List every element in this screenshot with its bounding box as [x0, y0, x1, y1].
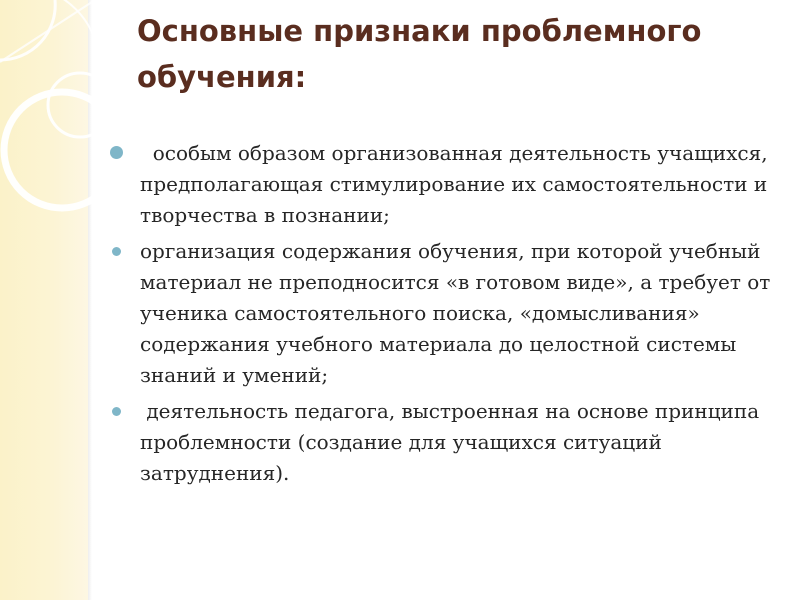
decorative-arc-top — [0, 0, 55, 60]
bullet-text: особым образом организованная деятельность учащихся, предполагающая стимулирование их самостоятельности и творчества в познании; — [140, 141, 774, 227]
decorative-line — [0, 0, 95, 62]
bullet-item — [110, 138, 800, 231]
bullet-item — [110, 396, 800, 489]
bullet-text: организация содержания обучения, при которой учебный материал не преподносится «в готовом виде», а требует от ученика самостоятельного поиска, «домысливания» содержания учебного материала до целостной системы знаний и умений; — [140, 239, 777, 387]
decorative-ring-large — [4, 92, 120, 208]
bullet-dot-icon — [112, 247, 121, 256]
bullet-text: деятельность педагога, выстроенная на основе принципа проблемности (создание для учащихся ситуаций затруднения). — [140, 399, 766, 485]
bullet-dot-icon — [110, 146, 123, 159]
bullet-list — [110, 138, 800, 494]
slide-title: Основные признаки проблемного обучения: — [137, 14, 702, 94]
bullet-dot-icon — [112, 407, 121, 416]
bullet-item — [110, 236, 800, 391]
